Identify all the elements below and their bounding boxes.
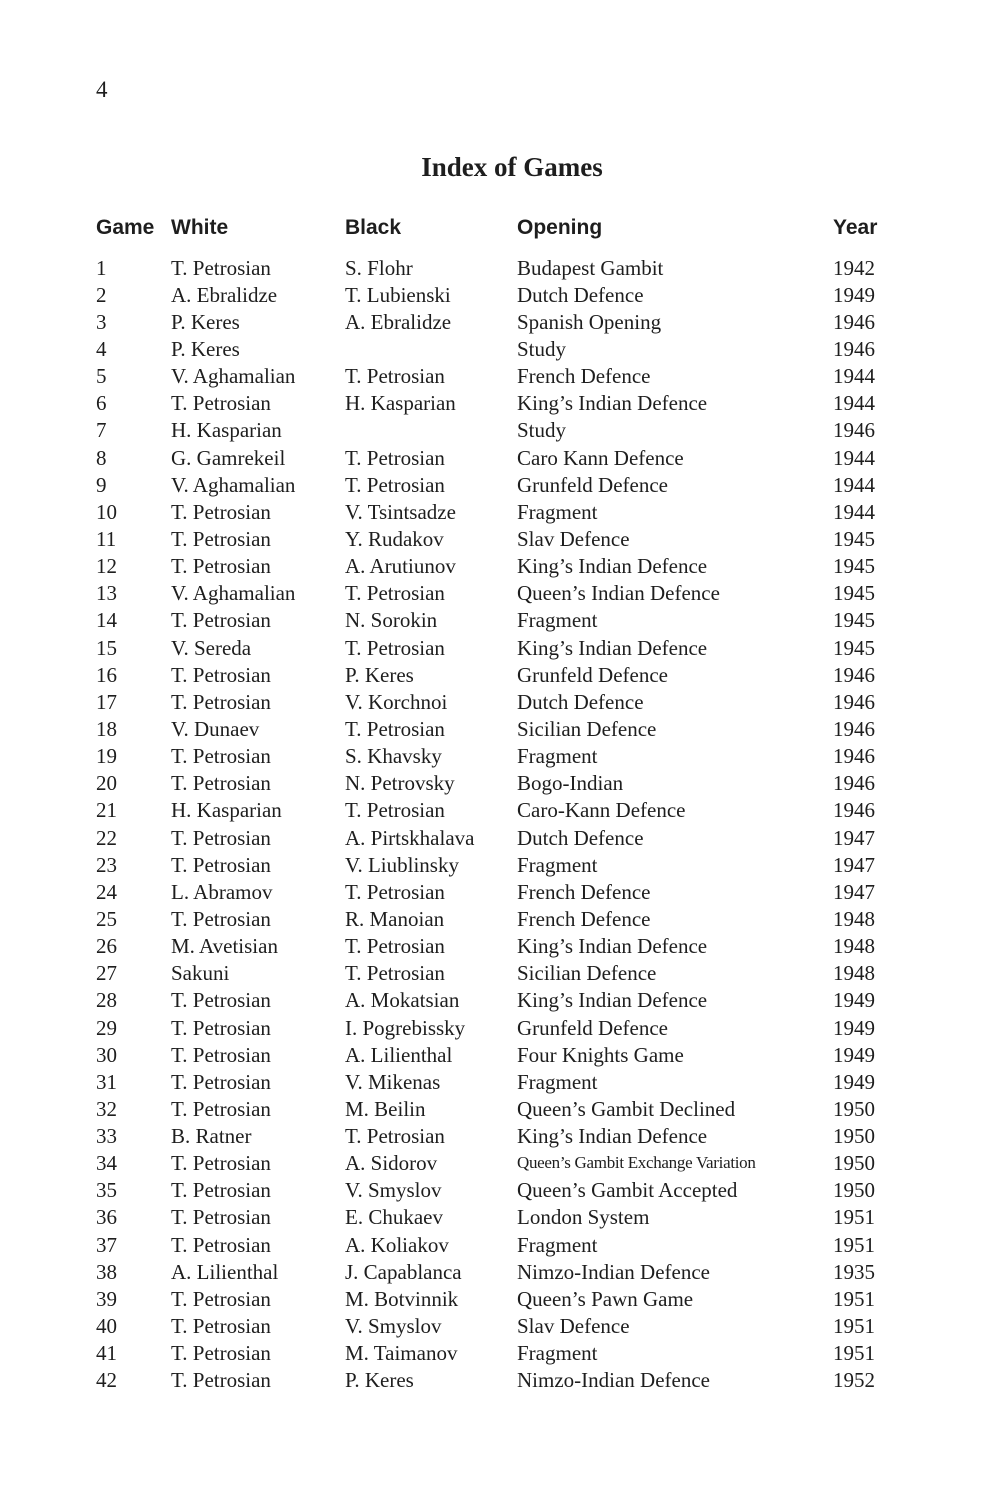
game-number-cell: 29 [96, 1015, 117, 1040]
game-number-cell: 39 [96, 1286, 117, 1311]
opening-cell: Fragment [517, 608, 598, 633]
year-cell: 1945 [833, 554, 875, 579]
table-row [96, 1095, 893, 1122]
black-player-cell: V. Liublinsky [345, 852, 459, 877]
year-cell: 1951 [833, 1286, 875, 1311]
white-player-cell: T. Petrosian [171, 852, 271, 877]
white-player-cell: T. Petrosian [171, 771, 271, 796]
game-number-cell: 17 [96, 689, 117, 714]
opening-cell: Grunfeld Defence [517, 472, 668, 497]
game-number-cell: 10 [96, 499, 117, 524]
year-cell: 1946 [833, 418, 875, 443]
table-row [96, 770, 893, 797]
table-row [96, 1068, 893, 1095]
white-player-cell: T. Petrosian [171, 1341, 271, 1366]
table-row [96, 1340, 893, 1367]
black-player-cell: T. Petrosian [345, 635, 445, 660]
table-row [96, 933, 893, 960]
year-cell: 1949 [833, 1015, 875, 1040]
year-cell: 1947 [833, 825, 875, 850]
opening-cell: Dutch Defence [517, 689, 644, 714]
table-row [96, 1258, 893, 1285]
white-player-cell: V. Aghamalian [171, 472, 296, 497]
game-number-cell: 8 [96, 445, 107, 470]
games-table-body [96, 254, 893, 1394]
white-player-cell: T. Petrosian [171, 1368, 271, 1393]
page-number: 4 [96, 77, 108, 102]
opening-cell: Sicilian Defence [517, 716, 657, 741]
game-number-cell: 27 [96, 961, 117, 986]
year-cell: 1946 [833, 662, 875, 687]
game-number-cell: 11 [96, 526, 117, 551]
year-cell: 1944 [833, 445, 875, 470]
white-player-cell: V. Sereda [171, 635, 252, 660]
table-row [96, 715, 893, 742]
white-player-cell: T. Petrosian [171, 554, 271, 579]
white-player-cell: T. Petrosian [171, 1069, 271, 1094]
black-player-cell: A. Ebralidze [345, 309, 452, 334]
table-row [96, 580, 893, 607]
table-row [96, 1041, 893, 1068]
black-player-cell: A. Pirtskhalava [345, 825, 475, 850]
opening-cell: Nimzo-Indian Defence [517, 1259, 710, 1284]
opening-cell: French Defence [517, 364, 651, 389]
game-number-cell: 4 [96, 336, 107, 361]
year-cell: 1944 [833, 364, 875, 389]
year-cell: 1952 [833, 1368, 875, 1393]
year-cell: 1946 [833, 716, 875, 741]
year-cell: 1935 [833, 1259, 875, 1284]
game-number-cell: 6 [96, 391, 107, 416]
opening-cell: Grunfeld Defence [517, 662, 668, 687]
black-player-cell: N. Sorokin [345, 608, 438, 633]
game-number-cell: 9 [96, 472, 107, 497]
opening-cell: Budapest Gambit [517, 255, 664, 280]
white-player-cell: L. Abramov [171, 879, 273, 904]
table-row [96, 607, 893, 634]
year-cell: 1950 [833, 1151, 875, 1176]
black-player-cell: T. Petrosian [345, 472, 445, 497]
table-row [96, 1150, 893, 1177]
white-player-cell: T. Petrosian [171, 825, 271, 850]
white-player-cell: A. Lilienthal [171, 1259, 279, 1284]
black-player-cell: T. Petrosian [345, 879, 445, 904]
year-cell: 1947 [833, 852, 875, 877]
table-row [96, 498, 893, 525]
table-header-row [96, 212, 893, 244]
opening-cell: Dutch Defence [517, 825, 644, 850]
header-opening: Opening [517, 216, 603, 239]
game-number-cell: 41 [96, 1341, 117, 1366]
game-number-cell: 32 [96, 1096, 117, 1121]
white-player-cell: T. Petrosian [171, 662, 271, 687]
white-player-cell: T. Petrosian [171, 1042, 271, 1067]
white-player-cell: M. Avetisian [171, 934, 278, 959]
white-player-cell: A. Ebralidze [171, 282, 278, 307]
game-number-cell: 38 [96, 1259, 117, 1284]
game-number-cell: 22 [96, 825, 117, 850]
white-player-cell: T. Petrosian [171, 499, 271, 524]
opening-cell: King’s Indian Defence [517, 635, 708, 660]
opening-cell: King’s Indian Defence [517, 988, 708, 1013]
year-cell: 1951 [833, 1232, 875, 1257]
white-player-cell: T. Petrosian [171, 1015, 271, 1040]
year-cell: 1949 [833, 1069, 875, 1094]
black-player-cell: E. Chukaev [345, 1205, 443, 1230]
white-player-cell: T. Petrosian [171, 689, 271, 714]
table-row [96, 308, 893, 335]
table-row [96, 1177, 893, 1204]
year-cell: 1942 [833, 255, 875, 280]
white-player-cell: T. Petrosian [171, 1205, 271, 1230]
game-number-cell: 2 [96, 282, 107, 307]
header-game: Game [96, 216, 155, 239]
opening-cell: Study [517, 336, 567, 361]
opening-cell: Queen’s Pawn Game [517, 1286, 694, 1311]
black-player-cell: M. Taimanov [345, 1341, 458, 1366]
white-player-cell: T. Petrosian [171, 1286, 271, 1311]
game-number-cell: 34 [96, 1151, 117, 1176]
table-row [96, 254, 893, 281]
table-row [96, 390, 893, 417]
black-player-cell: V. Tsintsadze [345, 499, 456, 524]
white-player-cell: P. Keres [171, 336, 240, 361]
black-player-cell: M. Beilin [345, 1096, 426, 1121]
black-player-cell: I. Pogrebissky [345, 1015, 466, 1040]
opening-cell: Sicilian Defence [517, 961, 657, 986]
table-row [96, 417, 893, 444]
table-row [96, 1312, 893, 1339]
game-number-cell: 5 [96, 364, 107, 389]
year-cell: 1945 [833, 608, 875, 633]
table-row [96, 634, 893, 661]
table-row [96, 688, 893, 715]
black-player-cell: A. Mokatsian [345, 988, 460, 1013]
black-player-cell [345, 335, 517, 362]
white-player-cell: T. Petrosian [171, 1232, 271, 1257]
year-cell: 1950 [833, 1178, 875, 1203]
black-player-cell: T. Petrosian [345, 581, 445, 606]
header-year: Year [833, 216, 878, 239]
game-number-cell: 14 [96, 608, 117, 633]
opening-cell: Fragment [517, 1069, 598, 1094]
table-row [96, 905, 893, 932]
black-player-cell: P. Keres [345, 662, 414, 687]
opening-cell: Fragment [517, 852, 598, 877]
opening-cell: Spanish Opening [517, 309, 662, 334]
black-player-cell: V. Mikenas [345, 1069, 441, 1094]
white-player-cell: T. Petrosian [171, 526, 271, 551]
black-player-cell: T. Lubienski [345, 282, 451, 307]
black-player-cell: T. Petrosian [345, 798, 445, 823]
table-row [96, 1204, 893, 1231]
table-row [96, 824, 893, 851]
black-player-cell: T. Petrosian [345, 364, 445, 389]
white-player-cell: T. Petrosian [171, 1314, 271, 1339]
game-number-cell: 21 [96, 798, 117, 823]
year-cell: 1946 [833, 689, 875, 714]
year-cell: 1949 [833, 988, 875, 1013]
game-number-cell: 30 [96, 1042, 117, 1067]
opening-cell: King’s Indian Defence [517, 554, 708, 579]
black-player-cell: M. Botvinnik [345, 1286, 459, 1311]
game-number-cell: 19 [96, 744, 117, 769]
black-player-cell [345, 417, 517, 444]
year-cell: 1945 [833, 526, 875, 551]
table-row [96, 525, 893, 552]
header-black: Black [345, 216, 402, 239]
opening-cell: Queen’s Gambit Accepted [517, 1178, 738, 1203]
year-cell: 1944 [833, 499, 875, 524]
table-row [96, 363, 893, 390]
white-player-cell: P. Keres [171, 309, 240, 334]
table-row [96, 797, 893, 824]
game-number-cell: 23 [96, 852, 117, 877]
table-row [96, 1285, 893, 1312]
black-player-cell: T. Petrosian [345, 716, 445, 741]
black-player-cell: J. Capablanca [345, 1259, 462, 1284]
table-row [96, 960, 893, 987]
white-player-cell: T. Petrosian [171, 391, 271, 416]
year-cell: 1946 [833, 309, 875, 334]
year-cell: 1948 [833, 961, 875, 986]
game-number-cell: 40 [96, 1314, 117, 1339]
header-white: White [171, 216, 229, 239]
game-number-cell: 33 [96, 1124, 117, 1149]
year-cell: 1950 [833, 1124, 875, 1149]
opening-cell: Fragment [517, 744, 598, 769]
year-cell: 1951 [833, 1314, 875, 1339]
white-player-cell: T. Petrosian [171, 744, 271, 769]
black-player-cell: V. Smyslov [345, 1314, 442, 1339]
opening-cell: Queen’s Gambit Declined [517, 1096, 736, 1121]
opening-cell: Study [517, 418, 567, 443]
white-player-cell: V. Aghamalian [171, 364, 296, 389]
opening-cell: King’s Indian Defence [517, 1124, 708, 1149]
game-number-cell: 20 [96, 771, 117, 796]
table-row [96, 1231, 893, 1258]
white-player-cell: T. Petrosian [171, 608, 271, 633]
opening-cell: Fragment [517, 499, 598, 524]
year-cell: 1946 [833, 336, 875, 361]
black-player-cell: T. Petrosian [345, 934, 445, 959]
white-player-cell: G. Gamrekeil [171, 445, 286, 470]
year-cell: 1951 [833, 1341, 875, 1366]
black-player-cell: A. Lilienthal [345, 1042, 453, 1067]
game-number-cell: 26 [96, 934, 117, 959]
game-number-cell: 7 [96, 418, 107, 443]
opening-cell: Queen’s Indian Defence [517, 581, 720, 606]
opening-cell: Dutch Defence [517, 282, 644, 307]
game-number-cell: 16 [96, 662, 117, 687]
opening-cell: Fragment [517, 1232, 598, 1257]
year-cell: 1944 [833, 472, 875, 497]
table-row [96, 281, 893, 308]
opening-cell: Bogo-Indian [517, 771, 624, 796]
table-row [96, 335, 893, 362]
black-player-cell: V. Smyslov [345, 1178, 442, 1203]
white-player-cell: T. Petrosian [171, 1151, 271, 1176]
game-number-cell: 37 [96, 1232, 117, 1257]
black-player-cell: H. Kasparian [345, 391, 456, 416]
table-row [96, 471, 893, 498]
table-row [96, 878, 893, 905]
year-cell: 1948 [833, 934, 875, 959]
table-row [96, 1123, 893, 1150]
table-row [96, 661, 893, 688]
year-cell: 1946 [833, 744, 875, 769]
game-number-cell: 28 [96, 988, 117, 1013]
opening-cell: Nimzo-Indian Defence [517, 1368, 710, 1393]
year-cell: 1949 [833, 282, 875, 307]
table-row [96, 851, 893, 878]
year-cell: 1944 [833, 391, 875, 416]
game-number-cell: 25 [96, 906, 117, 931]
year-cell: 1949 [833, 1042, 875, 1067]
black-player-cell: S. Flohr [345, 255, 413, 280]
white-player-cell: T. Petrosian [171, 1178, 271, 1203]
opening-cell: French Defence [517, 906, 651, 931]
game-number-cell: 1 [96, 255, 107, 280]
table-row [96, 1367, 893, 1394]
black-player-cell: A. Sidorov [345, 1151, 438, 1176]
opening-cell: King’s Indian Defence [517, 934, 708, 959]
game-number-cell: 3 [96, 309, 107, 334]
white-player-cell: T. Petrosian [171, 906, 271, 931]
year-cell: 1950 [833, 1096, 875, 1121]
black-player-cell: N. Petrovsky [345, 771, 455, 796]
white-player-cell: T. Petrosian [171, 988, 271, 1013]
black-player-cell: A. Koliakov [345, 1232, 449, 1257]
year-cell: 1946 [833, 771, 875, 796]
opening-cell: Caro-Kann Defence [517, 798, 686, 823]
table-row [96, 553, 893, 580]
black-player-cell: P. Keres [345, 1368, 414, 1393]
game-number-cell: 12 [96, 554, 117, 579]
black-player-cell: Y. Rudakov [345, 526, 444, 551]
opening-cell: Queen’s Gambit Exchange Variation [517, 1153, 756, 1173]
opening-cell: Fragment [517, 1341, 598, 1366]
year-cell: 1946 [833, 798, 875, 823]
black-player-cell: R. Manoian [345, 906, 445, 931]
white-player-cell: H. Kasparian [171, 418, 282, 443]
table-row [96, 444, 893, 471]
white-player-cell: Sakuni [171, 961, 230, 986]
white-player-cell: H. Kasparian [171, 798, 282, 823]
white-player-cell: V. Aghamalian [171, 581, 296, 606]
year-cell: 1948 [833, 906, 875, 931]
white-player-cell: T. Petrosian [171, 1096, 271, 1121]
opening-cell: French Defence [517, 879, 651, 904]
black-player-cell: A. Arutiunov [345, 554, 456, 579]
opening-cell: Grunfeld Defence [517, 1015, 668, 1040]
table-row [96, 1014, 893, 1041]
black-player-cell: S. Khavsky [345, 744, 442, 769]
black-player-cell: T. Petrosian [345, 1124, 445, 1149]
white-player-cell: V. Dunaev [171, 716, 260, 741]
game-number-cell: 35 [96, 1178, 117, 1203]
table-row [96, 987, 893, 1014]
year-cell: 1951 [833, 1205, 875, 1230]
year-cell: 1945 [833, 635, 875, 660]
game-number-cell: 13 [96, 581, 117, 606]
opening-cell: Caro Kann Defence [517, 445, 684, 470]
game-number-cell: 42 [96, 1368, 117, 1393]
game-number-cell: 18 [96, 716, 117, 741]
black-player-cell: V. Korchnoi [345, 689, 448, 714]
opening-cell: Slav Defence [517, 526, 630, 551]
white-player-cell: T. Petrosian [171, 255, 271, 280]
black-player-cell: T. Petrosian [345, 961, 445, 986]
games-index-table [96, 212, 893, 1394]
opening-cell: Slav Defence [517, 1314, 630, 1339]
opening-cell: Four Knights Game [517, 1042, 684, 1067]
black-player-cell: T. Petrosian [345, 445, 445, 470]
game-number-cell: 31 [96, 1069, 117, 1094]
game-number-cell: 24 [96, 879, 117, 904]
table-row [96, 743, 893, 770]
year-cell: 1945 [833, 581, 875, 606]
game-number-cell: 15 [96, 635, 117, 660]
year-cell: 1947 [833, 879, 875, 904]
opening-cell: King’s Indian Defence [517, 391, 708, 416]
page-title: Index of Games [421, 152, 603, 182]
white-player-cell: B. Ratner [171, 1124, 252, 1149]
game-number-cell: 36 [96, 1205, 117, 1230]
opening-cell: London System [517, 1205, 650, 1230]
